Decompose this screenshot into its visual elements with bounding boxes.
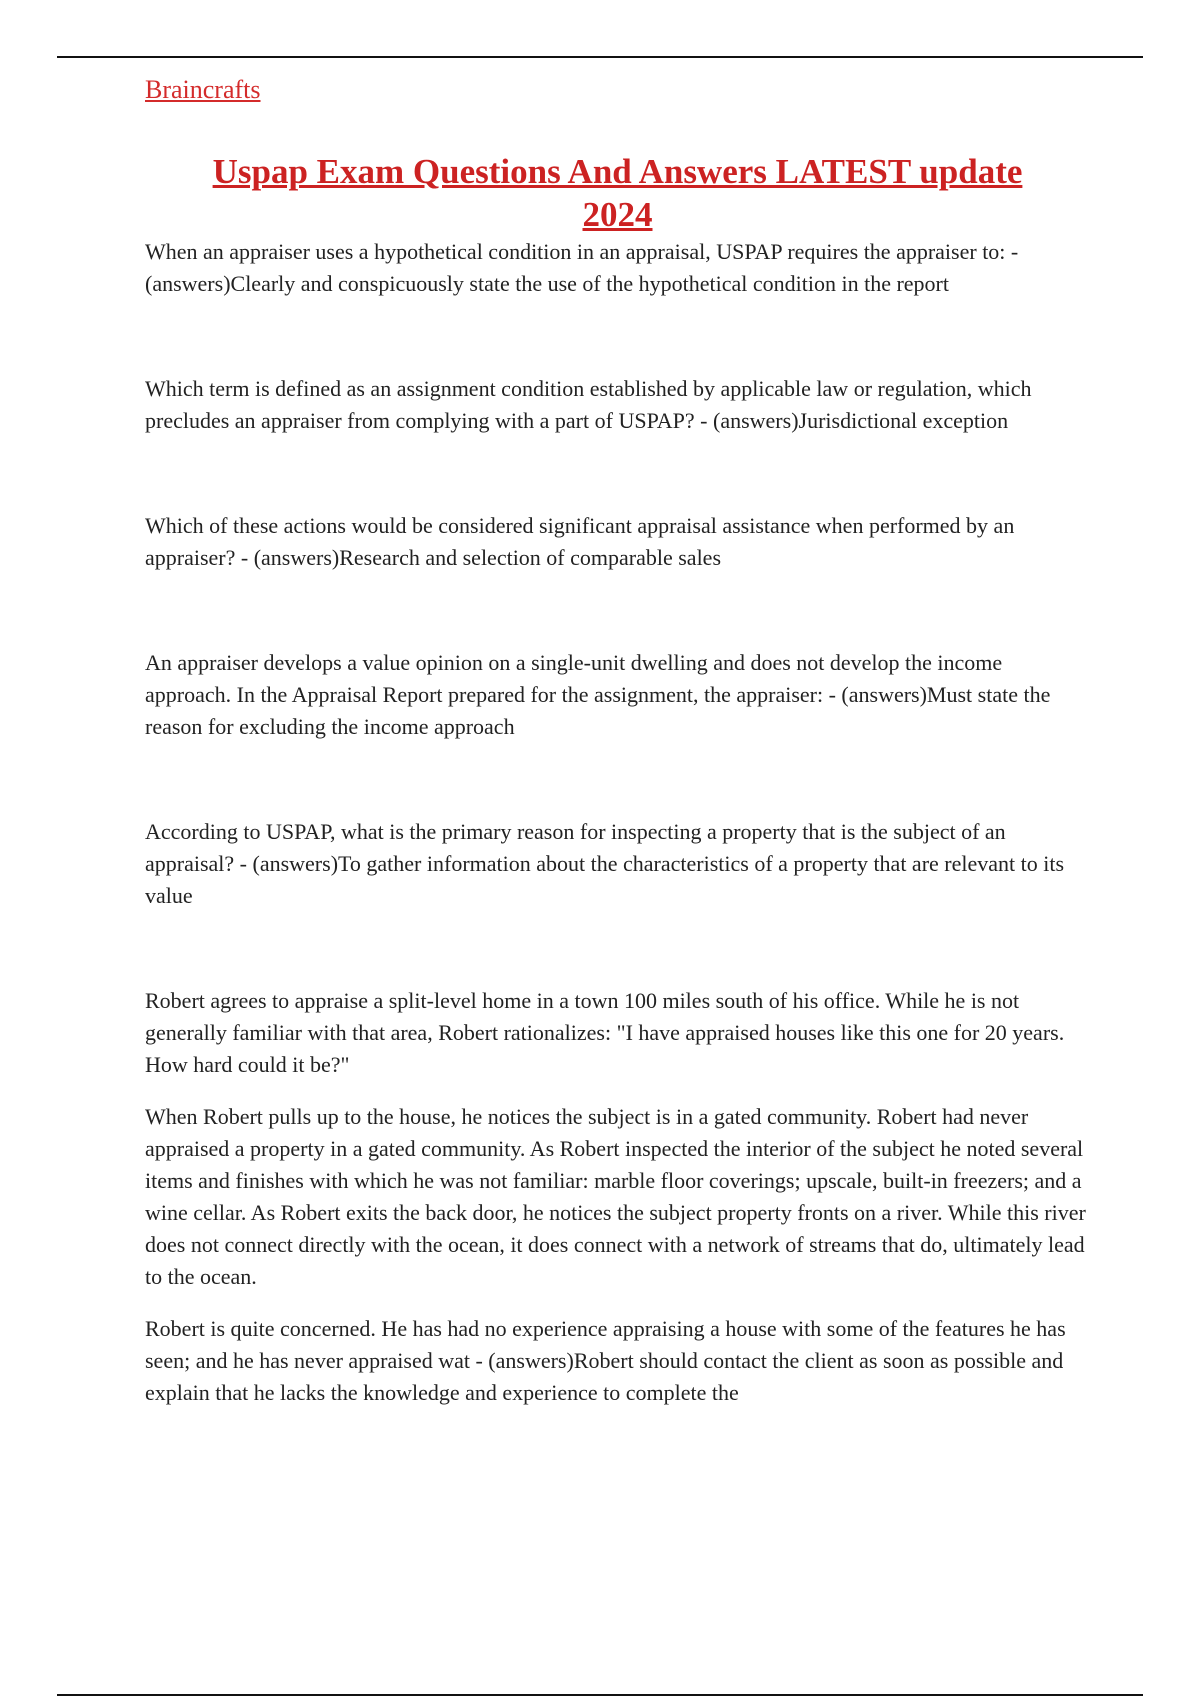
qa-item-2: Which term is defined as an assignment condition established by applicable law or regulation, which precludes an appraiser from complying with a part of USPAP? - (answers)Jurisdictional exception <box>145 376 1032 433</box>
qa-item-3: Which of these actions would be considered significant appraisal assistance when performed by an appraiser? - (answers)Research and selection of comparable sales <box>145 513 1015 570</box>
top-rule <box>57 56 1143 58</box>
document-page <box>145 68 1090 1409</box>
qa-item-6-answer: Robert is quite concerned. He has had no experience appraising a house with some of the features he has seen; and he has never appraised wat - (answers)Robert should contact the client as soon as possible and explain that he lacks the knowledge and experience to complete the <box>145 1316 1066 1405</box>
document-title: Uspap Exam Questions And Answers LATEST update 2024 <box>212 152 1023 234</box>
brand-link[interactable]: Braincrafts <box>145 75 261 104</box>
qa-item-6-continued: When Robert pulls up to the house, he notices the subject is in a gated community. Robert had never appraised a property in a gated community. As Robert inspected the interior of the subject he noted several items and finishes with which he was not familiar: marble floor coverings; upscale, built-in freezers; and a wine cellar. As Robert exits the back door, he notices the subject property fronts on a river. While this river does not connect directly with the ocean, it does connect with a network of streams that do, ultimately lead to the ocean. <box>145 1104 1086 1289</box>
qa-item-5: According to USPAP, what is the primary reason for inspecting a property that is the subject of an appraisal? - (answers)To gather information about the characteristics of a property that are relevant to its value <box>145 819 1065 908</box>
qa-item-6: Robert agrees to appraise a split-level home in a town 100 miles south of his office. While he is not generally familiar with that area, Robert rationalizes: "I have appraised houses like this one for 20 years. How hard could it be?" <box>145 988 1065 1077</box>
bottom-rule <box>57 1694 1143 1696</box>
qa-item-1: When an appraiser uses a hypothetical condition in an appraisal, USPAP requires the appraiser to: - (answers)Clearly and conspicuously state the use of the hypothetical condition in the report <box>145 239 1019 296</box>
qa-item-4: An appraiser develops a value opinion on a single-unit dwelling and does not develop the income approach. In the Appraisal Report prepared for the assignment, the appraiser: - (answers)Must state the reason for excluding the income approach <box>145 650 1051 739</box>
